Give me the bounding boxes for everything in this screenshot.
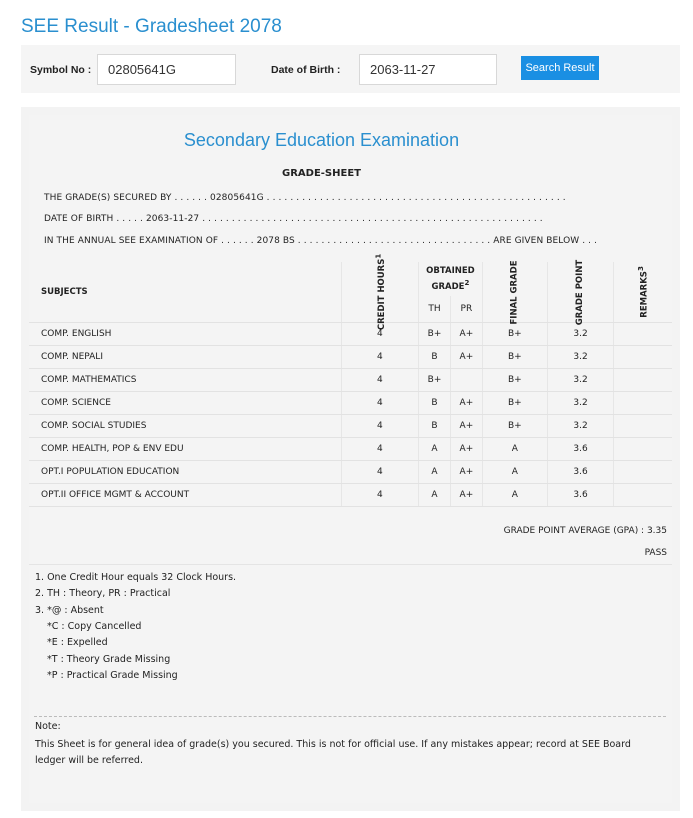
footnote-1: 1. One Credit Hour equals 32 Clock Hours.: [35, 572, 237, 583]
th-grade-cell: B: [419, 391, 451, 414]
subject-cell: OPT.I POPULATION EDUCATION: [29, 460, 341, 483]
th-grade-cell: B+: [419, 322, 451, 345]
credit-cell: 4: [341, 414, 418, 437]
subject-cell: COMP. HEALTH, POP & ENV EDU: [29, 437, 341, 460]
grades-table: [29, 253, 672, 507]
header-final-grade: FINAL GRADE: [482, 262, 547, 322]
info-line-secured-by: THE GRADE(S) SECURED BY . . . . . . 02805641G . . . . . . . . . . . . . . . . . . . . . . . . . . . . . . . . . . . . . . . . . . . . . . . . . . .: [44, 193, 566, 203]
pr-grade-cell: A+: [450, 460, 482, 483]
remarks-cell: [614, 391, 672, 414]
search-bar: [21, 45, 680, 93]
final-grade-cell: A: [482, 460, 547, 483]
final-grade-cell: B+: [482, 322, 547, 345]
pr-grade-cell: A+: [450, 414, 482, 437]
table-row: [29, 460, 672, 483]
remarks-cell: [614, 414, 672, 437]
th-grade-cell: A: [419, 460, 451, 483]
final-grade-cell: B+: [482, 414, 547, 437]
remarks-cell: [614, 460, 672, 483]
subject-cell: COMP. SOCIAL STUDIES: [29, 414, 341, 437]
grade-point-cell: 3.2: [547, 345, 613, 368]
grade-point-cell: 3.2: [547, 391, 613, 414]
note-divider: [34, 716, 666, 717]
credit-cell: 4: [341, 368, 418, 391]
pr-grade-cell: A+: [450, 391, 482, 414]
header-subjects: SUBJECTS: [29, 262, 341, 322]
table-row: [29, 368, 672, 391]
footnote-copy-cancelled: *C : Copy Cancelled: [47, 621, 142, 632]
dob-label: Date of Birth :: [271, 64, 341, 76]
header-remarks: REMARKS$^3$: [614, 262, 672, 322]
final-grade-cell: A: [482, 483, 547, 506]
th-grade-cell: A: [419, 483, 451, 506]
credit-cell: 4: [341, 322, 418, 345]
pr-grade-cell: A+: [450, 322, 482, 345]
remarks-cell: [614, 437, 672, 460]
gpa-text: GRADE POINT AVERAGE (GPA) : 3.35: [503, 526, 667, 536]
th-grade-cell: B: [419, 345, 451, 368]
grade-point-cell: 3.6: [547, 483, 613, 506]
symbol-no-label: Symbol No :: [30, 64, 92, 76]
table-header-row: [29, 262, 672, 296]
credit-cell: 4: [341, 460, 418, 483]
table-row: [29, 483, 672, 506]
remarks-cell: [614, 322, 672, 345]
header-obtained-grade: OBTAINED GRADE$^2$: [419, 262, 483, 296]
credit-cell: 4: [341, 483, 418, 506]
credit-cell: 4: [341, 345, 418, 368]
divider: [29, 564, 672, 565]
remarks-cell: [614, 483, 672, 506]
footnote-3: 3. *@ : Absent: [35, 605, 104, 616]
result-status: PASS: [644, 548, 667, 558]
th-grade-cell: A: [419, 437, 451, 460]
subject-cell: COMP. ENGLISH: [29, 322, 341, 345]
exam-title: Secondary Education Examination: [183, 130, 460, 150]
final-grade-cell: A: [482, 437, 547, 460]
credit-cell: 4: [341, 437, 418, 460]
footnote-2: 2. TH : Theory, PR : Practical: [35, 588, 171, 599]
grade-point-cell: 3.2: [547, 414, 613, 437]
table-row: [29, 345, 672, 368]
footnote-practical-missing: *P : Practical Grade Missing: [47, 670, 178, 681]
pr-grade-cell: A+: [450, 483, 482, 506]
credit-cell: 4: [341, 391, 418, 414]
subject-cell: COMP. SCIENCE: [29, 391, 341, 414]
dob-input[interactable]: 2063-11-27: [359, 54, 497, 85]
header-th: TH: [419, 296, 451, 322]
subject-cell: COMP. MATHEMATICS: [29, 368, 341, 391]
info-line-dob: DATE OF BIRTH . . . . . 2063-11-27 . . . . . . . . . . . . . . . . . . . . . . . . . . . . . . . . . . . . . . . . . . . . . . . . . . . . . . . . . .: [44, 214, 543, 224]
subject-cell: COMP. NEPALI: [29, 345, 341, 368]
info-line-exam: IN THE ANNUAL SEE EXAMINATION OF . . . . . . 2078 BS . . . . . . . . . . . . . . . . . . . . . . . . . . . . . . . . . ARE GIVEN BELOW . . .: [44, 236, 598, 246]
final-grade-cell: B+: [482, 345, 547, 368]
search-result-button[interactable]: Search Result: [521, 56, 599, 80]
pr-grade-cell: A+: [450, 345, 482, 368]
header-credit-hours: CREDIT HOURS$^1$: [341, 262, 418, 322]
note-heading: Note:: [35, 721, 61, 732]
table-row: [29, 414, 672, 437]
subject-cell: OPT.II OFFICE MGMT & ACCOUNT: [29, 483, 341, 506]
header-pr: PR: [450, 296, 482, 322]
final-grade-cell: B+: [482, 368, 547, 391]
table-row: [29, 437, 672, 460]
header-grade-point: GRADE POINT: [547, 262, 613, 322]
footnote-expelled: *E : Expelled: [47, 637, 108, 648]
remarks-cell: [614, 345, 672, 368]
grade-point-cell: 3.6: [547, 460, 613, 483]
grade-point-cell: 3.2: [547, 322, 613, 345]
grade-point-cell: 3.6: [547, 437, 613, 460]
final-grade-cell: B+: [482, 391, 547, 414]
table-row: [29, 322, 672, 345]
page-title: SEE Result - Gradesheet 2078: [21, 16, 282, 37]
pr-grade-cell: [450, 368, 482, 391]
footnote-theory-missing: *T : Theory Grade Missing: [47, 654, 171, 665]
grade-point-cell: 3.2: [547, 368, 613, 391]
symbol-no-input[interactable]: 02805641G: [97, 54, 236, 85]
note-text: This Sheet is for general idea of grade(s) you secured. This is not for official use. If any mistakes appear; record at SEE Board ledger will be referred.: [35, 739, 631, 766]
th-grade-cell: B: [419, 414, 451, 437]
th-grade-cell: B+: [419, 368, 451, 391]
pr-grade-cell: A+: [450, 437, 482, 460]
table-row: [29, 391, 672, 414]
gradesheet-title: GRADE-SHEET: [282, 168, 361, 179]
remarks-cell: [614, 368, 672, 391]
